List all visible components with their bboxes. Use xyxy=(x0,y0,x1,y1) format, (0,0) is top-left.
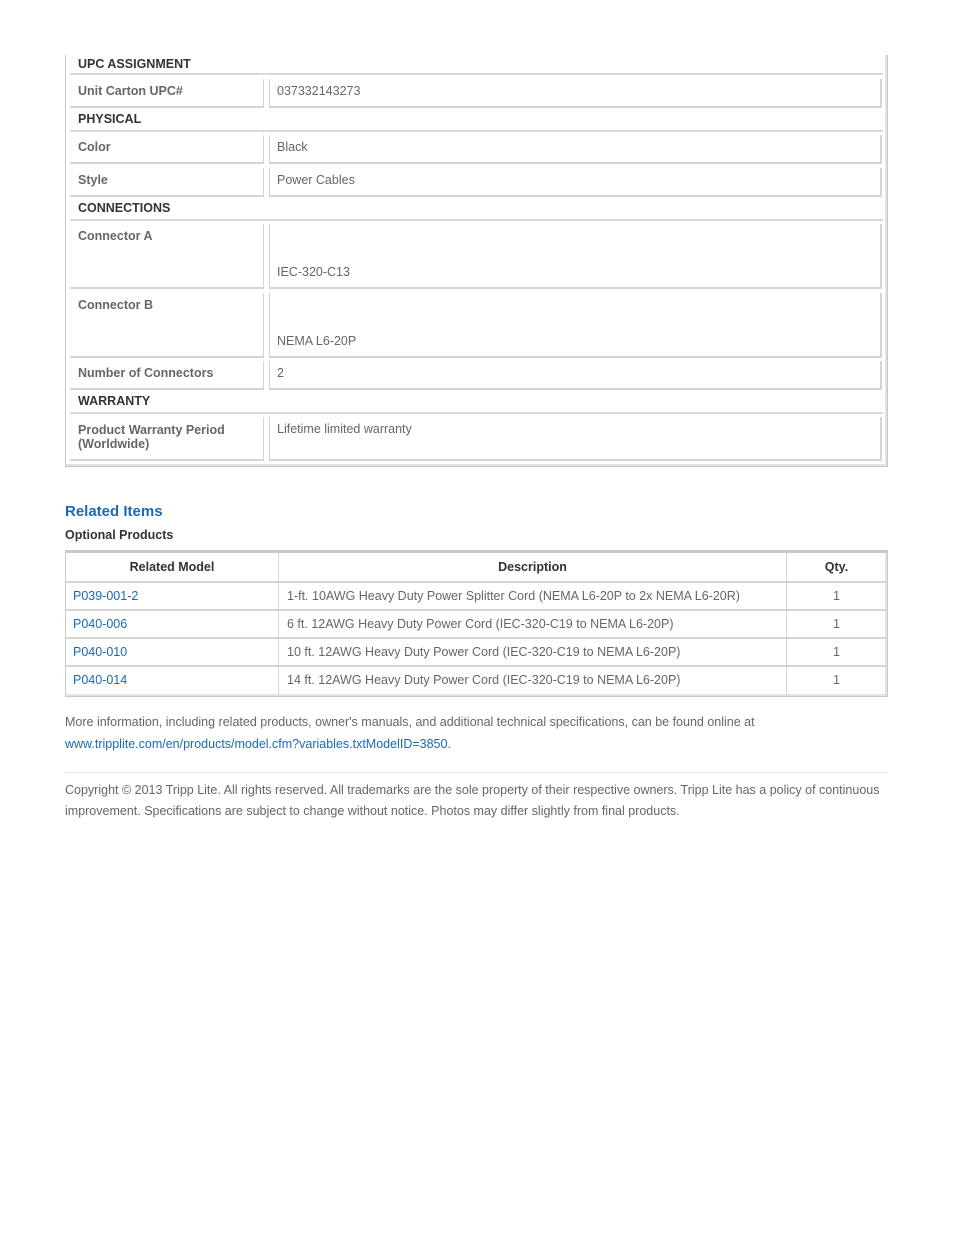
model-link-p039-001-2[interactable]: P039-001-2 xyxy=(73,589,139,603)
section-heading-physical: PHYSICAL xyxy=(70,110,883,132)
table-row-qty-cell: 1 xyxy=(833,673,840,687)
more-information-period: . xyxy=(447,737,451,751)
spec-value-warranty-period: Lifetime limited warranty xyxy=(269,417,882,461)
spec-value-color: Black xyxy=(269,135,882,164)
spec-label-warranty-period: Product Warranty Period (Worldwide) xyxy=(70,417,264,461)
section-heading-connections: CONNECTIONS xyxy=(70,199,883,221)
spec-value-connector-b-text: NEMA L6-20P xyxy=(277,334,357,348)
optional-products-heading: Optional Products xyxy=(65,528,174,542)
table-row-description-cell: 1-ft. 10AWG Heavy Duty Power Splitter Cord (NEMA L6-20P to 2x NEMA L6-20R) xyxy=(279,583,787,611)
column-header-description: Description xyxy=(279,553,787,583)
spec-label-style: Style xyxy=(70,168,264,197)
table-row-model-cell xyxy=(66,639,279,667)
section-heading-warranty: WARRANTY xyxy=(70,392,883,414)
spec-value-style: Power Cables xyxy=(269,168,882,197)
product-page-link[interactable]: www.tripplite.com/en/products/model.cfm?variables.txtModelID=3850 xyxy=(65,737,448,751)
footer-divider xyxy=(65,772,888,773)
model-link-p040-014[interactable]: P040-014 xyxy=(73,673,128,687)
spec-label-unit-carton-upc: Unit Carton UPC# xyxy=(70,79,264,108)
table-row-model-cell xyxy=(66,583,279,611)
model-link-p040-006[interactable]: P040-006 xyxy=(73,617,128,631)
column-header-qty: Qty. xyxy=(787,553,886,583)
spec-value-connector-b xyxy=(269,293,882,358)
spec-label-number-of-connectors: Number of Connectors xyxy=(70,361,264,390)
model-link-p040-010[interactable]: P040-010 xyxy=(73,645,128,659)
table-row-qty-cell: 1 xyxy=(787,583,886,611)
related-products-table xyxy=(65,550,888,697)
spec-value-connector-a xyxy=(269,224,882,289)
spec-value-connector-a-text: IEC-320-C13 xyxy=(277,265,350,279)
table-row-description-cell: 6 ft. 12AWG Heavy Duty Power Cord (IEC-320-C19 to NEMA L6-20P) xyxy=(279,611,787,639)
specifications-table xyxy=(65,55,888,467)
spec-value-number-of-connectors: 2 xyxy=(269,361,882,390)
table-row-model-cell xyxy=(66,611,279,639)
related-items-heading: Related Items xyxy=(65,503,163,520)
more-information-text: More information, including related products, owner's manuals, and additional technical specifications, can be found online at xyxy=(65,715,755,729)
table-row-description-cell: 10 ft. 12AWG Heavy Duty Power Cord (IEC-320-C19 to NEMA L6-20P) xyxy=(279,639,787,667)
table-row-qty-cell: 1 xyxy=(787,611,886,639)
column-header-related-model: Related Model xyxy=(66,553,279,583)
table-row-model-cell xyxy=(66,667,279,695)
spec-label-connector-a: Connector A xyxy=(70,224,264,289)
spec-value-unit-carton-upc: 037332143273 xyxy=(269,79,882,108)
more-information-paragraph xyxy=(65,711,888,755)
spec-label-color: Color xyxy=(70,135,264,164)
copyright-notice: Copyright © 2013 Tripp Lite. All rights reserved. All trademarks are the sole property of their respective owners. Tripp Lite has a policy of continuous improvement. Specifications are subject to change without notice. Photos may differ slightly from final products. xyxy=(65,783,880,818)
section-heading-upc: UPC ASSIGNMENT xyxy=(70,55,883,75)
table-row-description-cell: 14 ft. 12AWG Heavy Duty Power Cord (IEC-320-C19 to NEMA L6-20P) xyxy=(279,667,787,695)
spec-label-connector-b: Connector B xyxy=(70,293,264,358)
table-row-qty-cell: 1 xyxy=(787,639,886,667)
